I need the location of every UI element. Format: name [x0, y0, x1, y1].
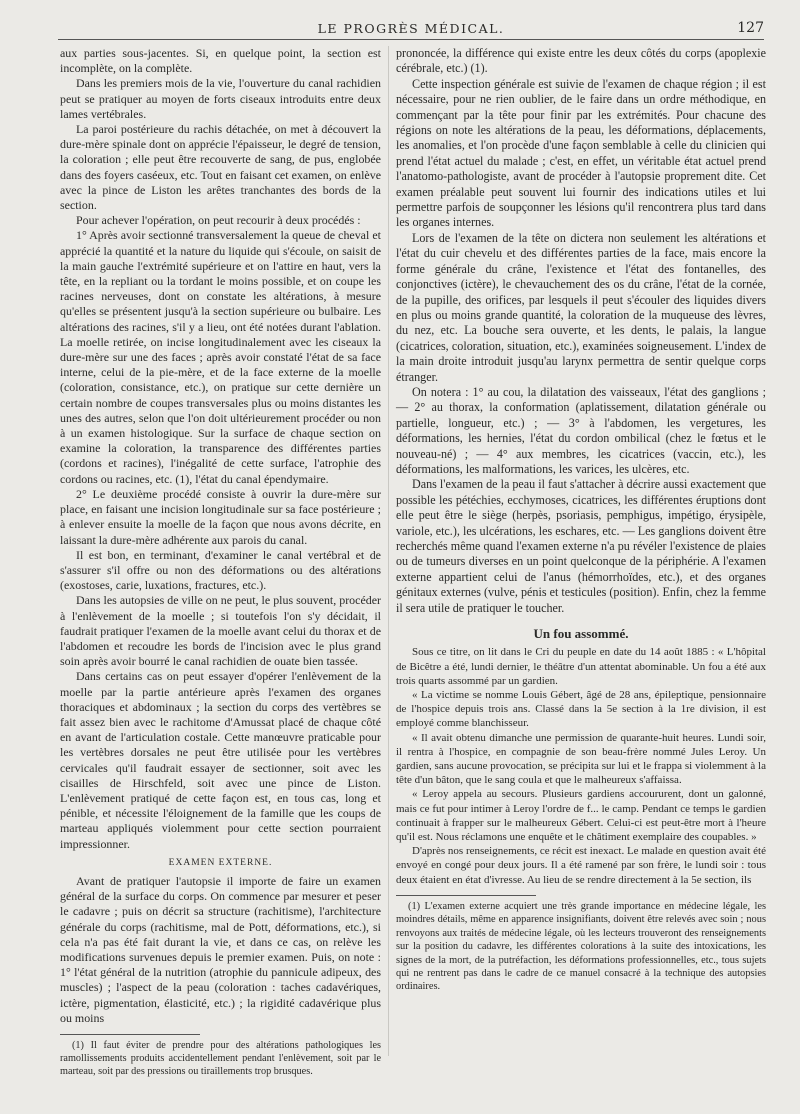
paragraph: « La victime se nomme Louis Gébert, âgé de 28 ans, épileptique, pensionnaire de l'hospice depuis trois ans. Classé dans la 5e section à la 1re division, il est employé comme blanchisseur. — [396, 689, 766, 730]
running-header — [58, 18, 764, 40]
paragraph: La paroi postérieure du rachis détachée, on met à découvert la dure-mère spinale dont on apprécie l'épaisseur, le degré de tension, la coloration ; elle peut être recouverte de sang, de pus, englobée dans des foyers caséeux, etc. Tout en faisant cet examen, on enlève avec la pince de Liston les arêtes tranchantes des bords de la section. — [60, 122, 381, 213]
paragraph: « Leroy appela au secours. Plusieurs gardiens accoururent, dont un galonné, mais ce fut pour intimer à Leroy l'ordre de f... le camp. Pendant ce temps le gardien continuait à frapper sur le malheureux Gébert. Celui-ci est peut-être mort à l'heure qu'il est. Nous réclamons une enquête et le châtiment exemplaire des coupables. » — [396, 788, 766, 844]
right-column — [396, 46, 766, 994]
paragraph: 2° Le deuxième procédé consiste à ouvrir la dure-mère sur place, en faisant une incision longitudinale sur sa face postérieure ; à enlever ensuite la moelle de la façon que nous avons décrite, en laissant la dure-mère adhérente aux parois du canal. — [60, 486, 381, 547]
paragraph: D'après nos renseignements, ce récit est inexact. Le malade en question avait été envoyé en congé pour deux jours. Il a été ramené par son frère, le lundi soir : tous deux étaient en état d'ivresse. Au lieu de se rendre directement à la 5e section, ils — [396, 845, 766, 886]
footnote-text: (1) Il faut éviter de prendre pour des altérations pathologiques les ramollissements produits accidentellement pendant l'enlèvement, soit par le marteau, soit par des pressions ou tiraillements trop brusques. — [60, 1040, 381, 1078]
column-separator — [388, 46, 389, 1056]
paragraph: On notera : 1° au cou, la dilatation des vaisseaux, l'état des ganglions ; — 2° au thorax, la conformation (aplatissement, dilatation générale ou partielle, longueur, etc.) ; — 3° à l'abdomen, les vergetures, les déformations, les hernies, l'état du cordon ombilical (chez le fœtus et le nouveau-né) ; — 4° aux membres, les cicatrices (vaccin, etc.), les déformations, les malformations, les varices, les ulcères, etc. — [396, 384, 766, 476]
footnote-text: (1) L'examen externe acquiert une très grande importance en médecine légale, les moindres détails, même en apparence insignifiants, doivent être relevés avec soin ; nous renvoyons aux traités de médecine légale, où les lecteurs trouveront des renseignements sur la position du cadavre, les différentes colorations à la suite des intoxications, les signes de la mort, de la putréfaction, les déformations professionnelles, etc., tous sujets qui ne rentrent pas dans le cadre de ce manuel consacré à la technique des autopsies ordinaires. — [396, 900, 766, 993]
paragraph: Avant de pratiquer l'autopsie il importe de faire un examen général de la surface du corps. On commence par mesurer et peser le cadavre ; puis on décrit sa structure (rachitisme), l'architecture générale du corps (rachitisme, mal de Pott, déformations, etc.), si cela n'a pas été fait durant la vie, et dans ce cas, on relève les modifications survenues depuis le premier examen. Puis, on note : 1° l'état général de la nutrition (atrophie du pannicule adipeux, des muscles) ; l'aspect de la peau (coloration : taches cadavériques, ictère, pigmentation, élasticité, etc.) ; la rigidité cadavérique plus ou moins — [60, 873, 381, 1025]
footnote-rule — [396, 895, 536, 896]
paragraph: Sous ce titre, on lit dans le Cri du peuple en date du 14 août 1885 : « L'hôpital de Bicêtre a été, lundi dernier, le théâtre d'un attentat abominable. Un fou a été aux trois quarts assommé par un gardien. — [396, 646, 766, 687]
paragraph: Dans les premiers mois de la vie, l'ouverture du canal rachidien peut se pratiquer au moyen de forts ciseaux introduits entre deux lames vertébrales. — [60, 76, 381, 121]
page-number: 127 — [737, 20, 764, 36]
left-column — [60, 46, 381, 1079]
paragraph: Dans certains cas on peut essayer d'opérer l'enlèvement de la moelle par la partie antérieure après l'examen des organes thoraciques et abdominaux ; la section du corps des vertèbres se fait assez bien avec le rachitome d'Amussat placé de chaque côté en avant de l'articulation costale. Cette manœuvre praticable pour les vertèbres dorsales ne peut être utilisée pour les vertèbres cervicales qu'il faudrait essayer de sectionner, soit avec les cisailles de Hirschfeld, soit avec une pince de Liston. L'enlèvement pratiqué de cette façon est, en tous cas, long et pénible, et nécessite l'éloignement de la famille que les coups de marteau appliqués violemment pour cette section pourraient impressionner. — [60, 669, 381, 851]
footnote — [396, 900, 766, 994]
paragraph: aux parties sous-jacentes. Si, en quelque point, la section est incomplète, on la complète. — [60, 46, 381, 76]
footnote-rule — [60, 1034, 200, 1035]
paragraph: Lors de l'examen de la tête on dictera non seulement les altérations et l'état du cuir chevelu et des différentes parties de la face, mais encore la forme générale du crâne, l'existence et l'état des fontanelles, des conjonctives (ictère), le chevauchement des os du crâne, l'état de la cornée, de la pupille, des orifices, par lesquels il peut s'écouler des liquides divers en plus ou moins grande quantité, la coloration de la muqueuse des lèvres, du nez, etc. La bouche sera ouverte, et les dents, le palais, la langue (cicatrices, coloration, situation, etc.), examinées soigneusement. L'index de la main droite introduit jusqu'au larynx permettra de sentir quelque corps étranger. — [396, 230, 766, 384]
journal-title: LE PROGRÈS MÉDICAL. — [317, 21, 505, 36]
section-heading: EXAMEN EXTERNE. — [168, 857, 273, 868]
paragraph: Dans les autopsies de ville on ne peut, le plus souvent, procéder à l'enlèvement de la moelle ; si toutefois l'on s'y décidait, il faudrait pratiquer l'examen de la moelle avant celui du thorax et de l'abdomen et recoudre les bords de l'incision avec le plus grand soin après avoir bourré le canal rachidien de ouate bien tassée. — [60, 593, 381, 669]
article-body — [396, 645, 766, 886]
paragraph: prononcée, la différence qui existe entre les deux côtés du corps (apoplexie cérébrale, etc.) (1). — [396, 46, 766, 76]
article-title: Un fou assommé. — [533, 626, 629, 642]
paragraph: Il est bon, en terminant, d'examiner le canal vertébral et de s'assurer s'il offre ou non des déformations ou des altérations (exostoses, carie, luxations, fractures, etc.). — [60, 547, 381, 593]
paragraph: « Il avait obtenu dimanche une permission de quarante-huit heures. Lundi soir, il rentra à l'hospice, en compagnie de son beau-frère nommé Jules Leroy. Un gardien, sans aucune provocation, se précipita sur lui et le frappa si violemment à la tête d'un bâton, que le sang coula et que le malheureux s'affaissa. — [396, 731, 766, 787]
paragraph: Pour achever l'opération, on peut recourir à deux procédés : — [76, 213, 361, 228]
footnote — [60, 1039, 381, 1079]
paragraph: Dans l'examen de la peau il faut s'attacher à décrire aussi exactement que possible les pétéchies, ecchymoses, cicatrices, les différentes éruptions dont elle peut être le siège (herpès, psoriasis, pemphigus, impétigo, érysipèle, variole, etc.), les ulcérations, les eschares, etc. — Les ganglions doivent être recherchés même quand l'examen externe n'a pu révéler l'existence de plaies ou de tumeurs diverses en un point quelconque de la périphérie. A l'examen externe appartient celui de l'anus (hémorrhoïdes, etc.), et des organes génitaux externes (vulve, pénis et testicules (position). Enfin, chez la femme il sera utile de pratiquer le toucher. — [396, 477, 766, 615]
paragraph: 1° Après avoir sectionné transversalement la queue de cheval et apprécié la quantité et la nature du liquide qui s'écoule, on saisit de la main gauche l'extrémité supérieure et on l'attire en haut, vers la tête, en la repliant ou la tordant le moins possible, et on coupe les racines nerveuses, dont on constate les altérations, à mesure qu'elles se présentent jusqu'à la section supérieure ou bulbaire. Les altérations des racines, s'il y a lieu, ont été notées durant l'ablation. La moelle retirée, on incise longitudinalement avec les ciseaux la dure-mère sur une des faces ; après avoir constaté l'état de sa face interne, celui de la pie-mère, et de la face externe de la moelle (coloration, consistance, etc.), on pratique sur cette dernière un certain nombre de coupes transversales plus ou moins distantes les unes des autres, selon que l'on doit ultérieurement procéder ou non à un examen histologique. Sur la surface de chaque section on examine la coloration, la transparence des différentes parties (cordons et racines), l'inégalité de cette surface, l'atrophie des cordons ou racines, etc. (1), l'état du canal épendymaire. — [60, 228, 381, 486]
header-rule — [58, 39, 764, 40]
paragraph: Cette inspection générale est suivie de l'examen de chaque région ; il est nécessaire, pour ne rien oublier, de le faire dans un ordre méthodique, en commençant par la tête pour finir par les extrémités. Pour chacune des régions on note les altérations de la peau, les déformations, déplacements, les anomalies, et l'on procède d'une façon semblable à celle du clinicien qui prend l'état actuel du malade ; c'est, en effet, un véritable état actuel prend l'anatomo-pathologiste, avant de procéder à l'autopsie proprement dite. Cet examen préalable peut souvent lui fournir des indications utiles et lui permettre parfois de soupçonner les lésions qu'il rencontrera plus tard dans les organes internes. — [396, 76, 766, 230]
